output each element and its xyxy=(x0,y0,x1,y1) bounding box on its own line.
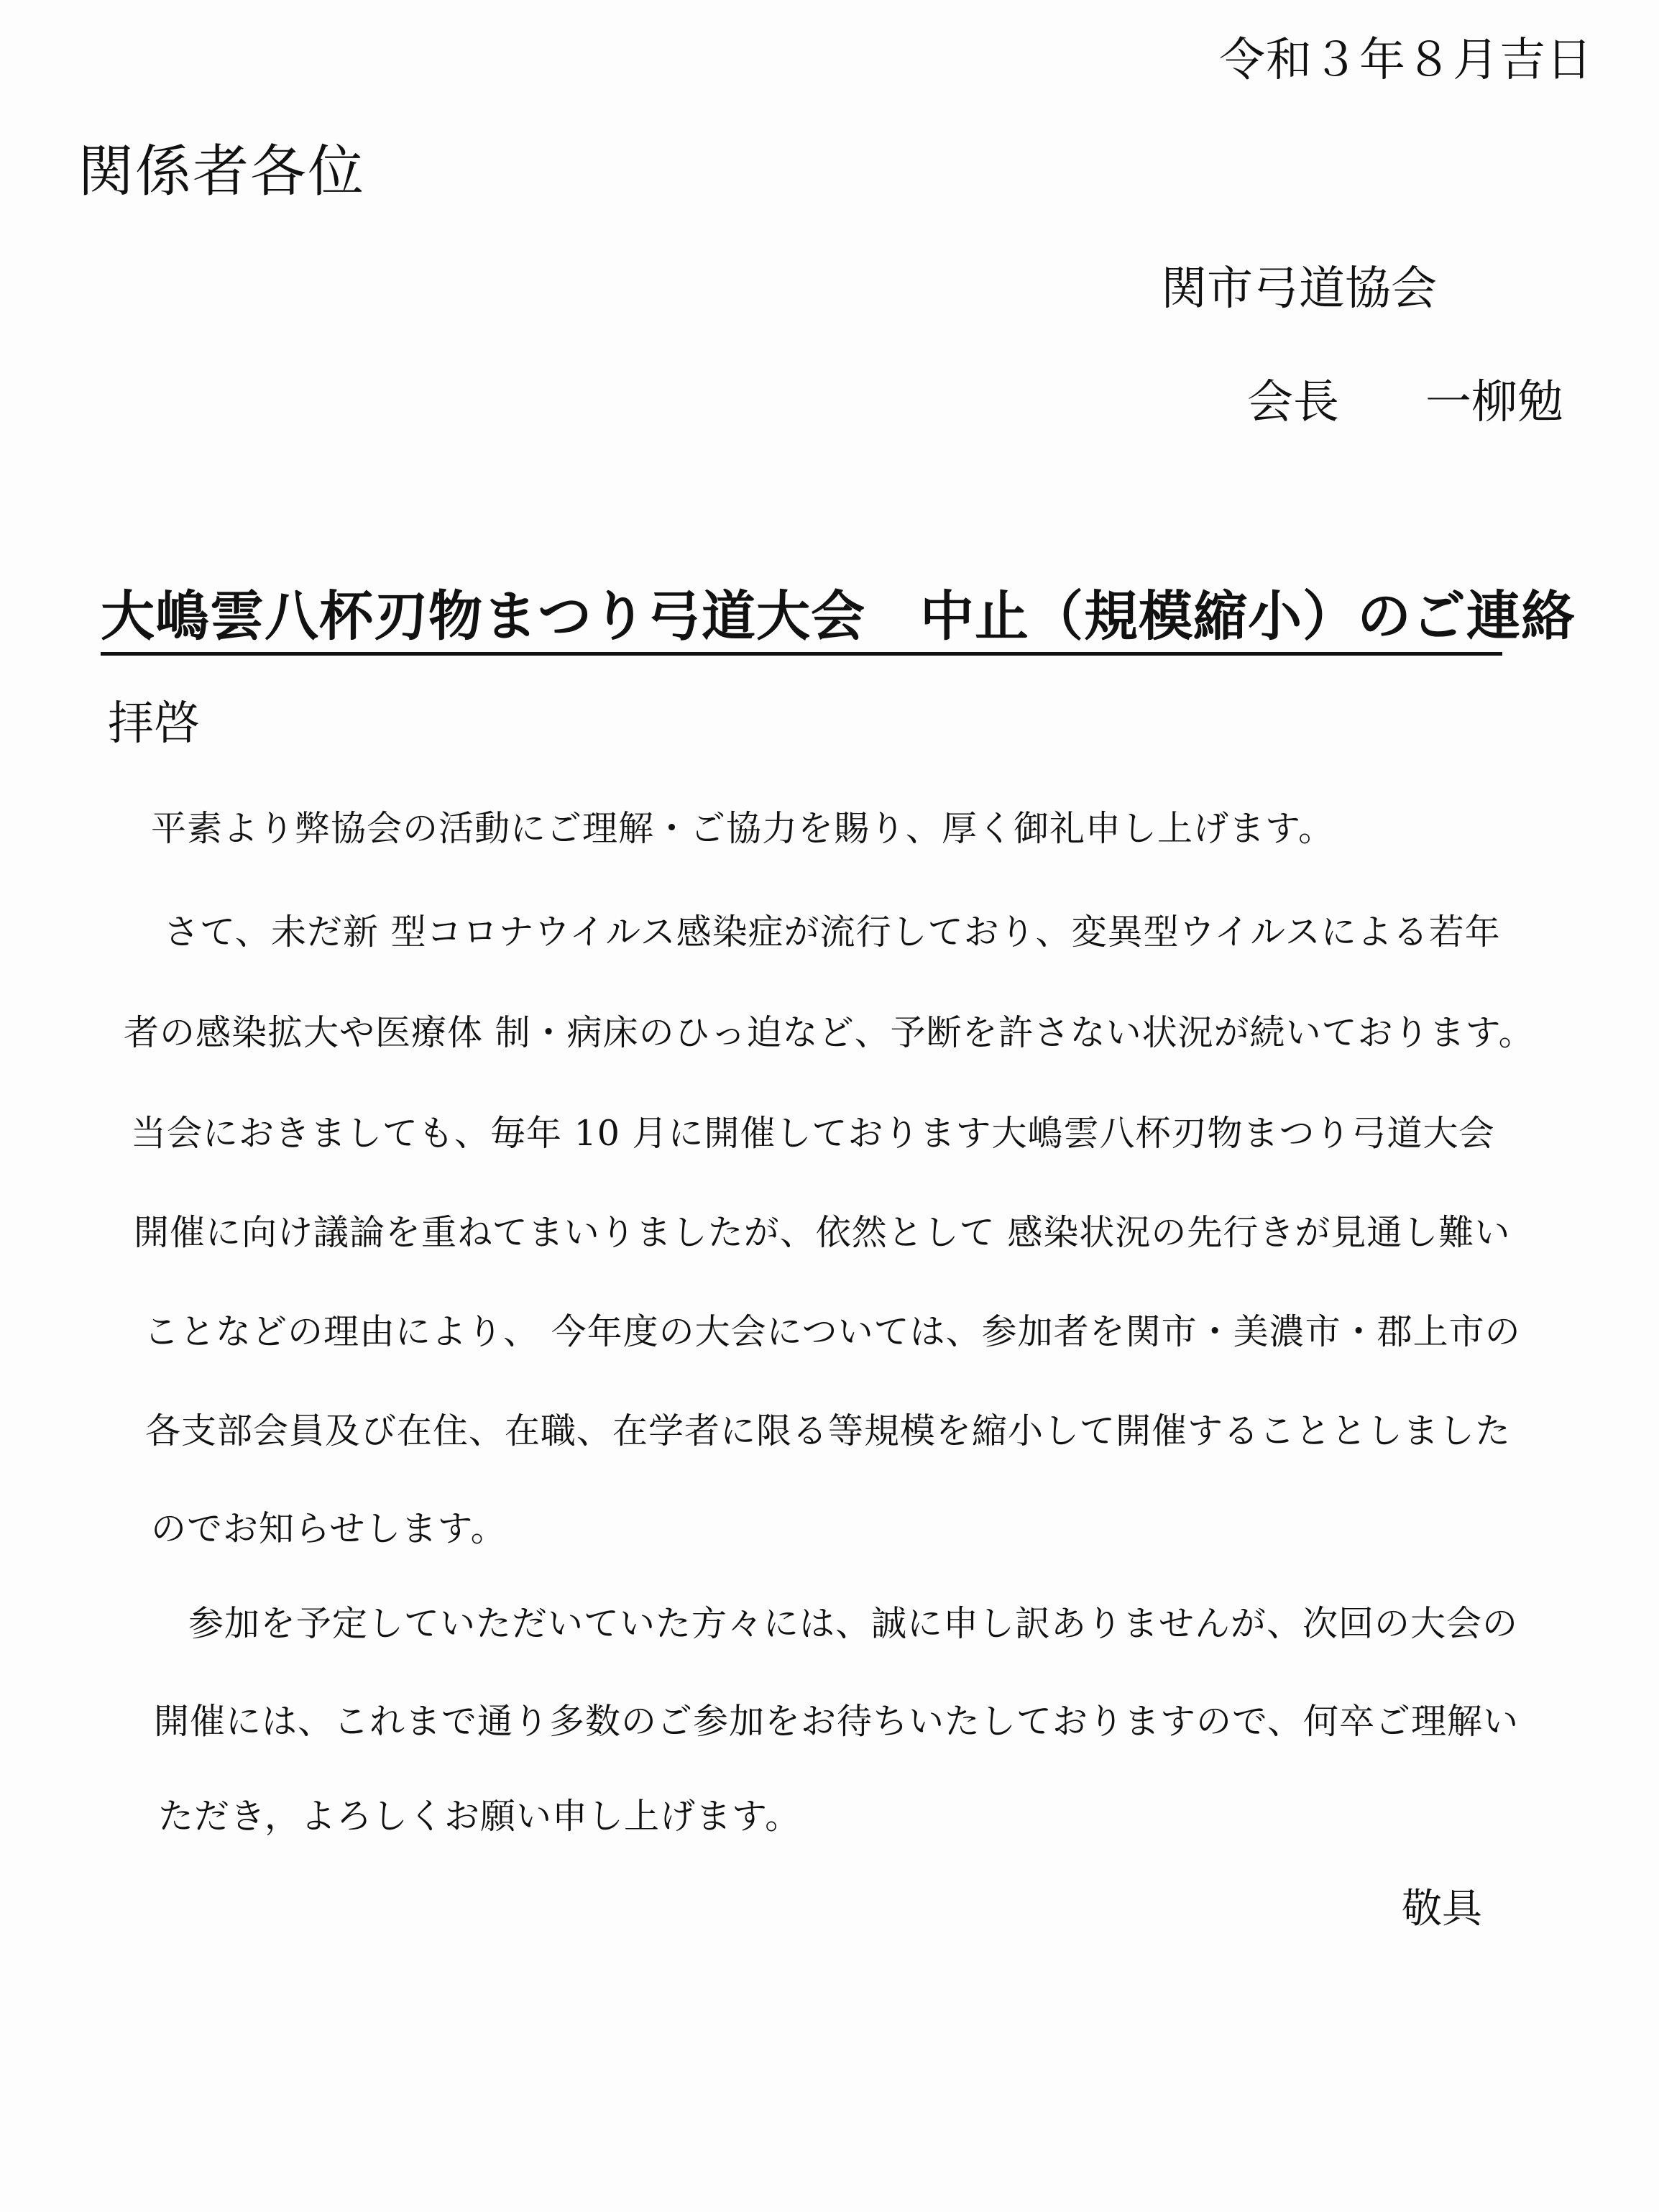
sender-organization: 関市弓道協会 xyxy=(1161,262,1437,316)
body-line: 平素より弊協会の活動にご理解・ご協力を賜り、厚く御礼申し上げます。 xyxy=(151,808,1335,849)
body-line: 当会におきましても、毎年 10 月に開催しております大嶋雲八杯刃物まつり弓道大会 xyxy=(131,1113,1495,1154)
letter-date: 令和３年８月吉日 xyxy=(1219,34,1593,87)
president-name: 一柳勉 xyxy=(1425,376,1563,429)
body-line: 者の感染拡大や医療体 制・病床のひっ迫など、予断を許さない状況が続いております。 xyxy=(124,1012,1535,1053)
opening-salutation: 拝啓 xyxy=(108,697,200,751)
body-line: 開催に向け議論を重ねてまいりましたが、依然として 感染状況の先行きが見通し難い xyxy=(134,1212,1511,1253)
body-line: のでお知らせします。 xyxy=(151,1508,507,1549)
sender-signature xyxy=(1247,376,1563,429)
body-line: ことなどの理由により、 今年度の大会については、参加者を関市・美濃市・郡上市の xyxy=(144,1311,1521,1352)
addressee: 関係者各位 xyxy=(78,139,366,204)
body-line: 各支部会員及び在住、在職、在学者に限る等規模を縮小して開催することとしました xyxy=(145,1410,1512,1451)
letter-title: 大嶋雲八杯刃物まつり弓道大会 中止（規模縮小）のご連絡 xyxy=(101,589,1502,656)
president-title: 会長 xyxy=(1247,376,1339,429)
body-line: ただき，よろしくお願い申し上げます。 xyxy=(158,1796,801,1837)
body-line: さて、未だ新 型コロナウイルス感染症が流行しており、変異型ウイルスによる若年 xyxy=(164,912,1501,953)
body-line: 開催には、これまで通り多数のご参加をお待ちいたしておりますので、何卒ご理解い xyxy=(154,1701,1520,1742)
body-line: 参加を予定していただいていた方々には、誠に申し訳ありませんが、次回の大会の xyxy=(188,1603,1519,1644)
closing-salutation: 敬具 xyxy=(1402,1886,1482,1932)
